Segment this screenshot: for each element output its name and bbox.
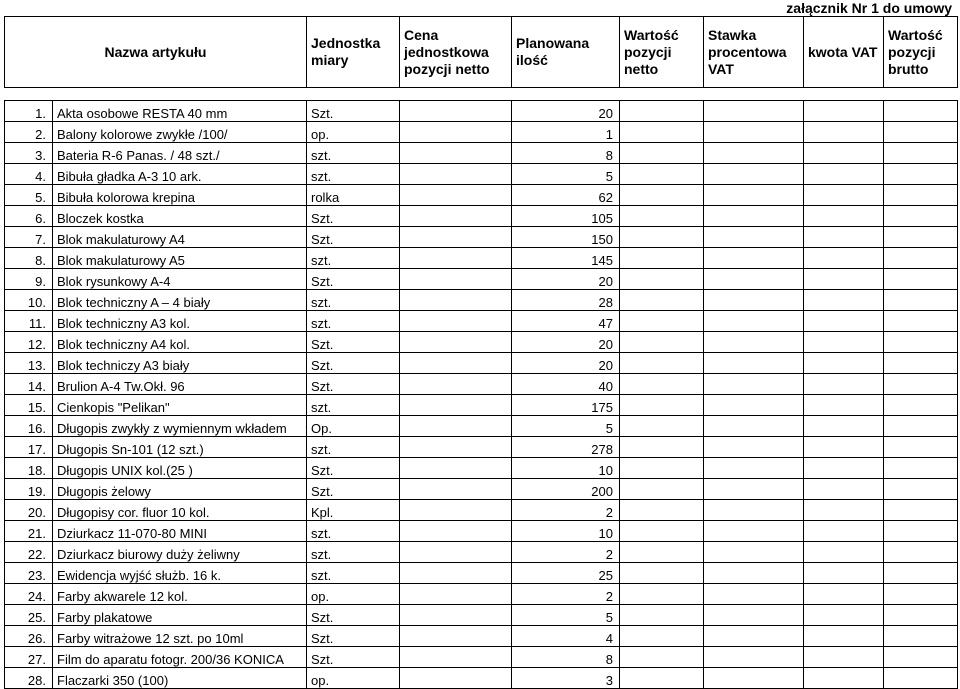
- vat-rate-cell: [704, 206, 804, 227]
- row-number: 26.: [5, 626, 53, 647]
- gross-value-cell: [884, 101, 958, 122]
- net-value-cell: [620, 269, 704, 290]
- vat-amount-cell: [804, 668, 884, 689]
- net-value-cell: [620, 584, 704, 605]
- table-row: [5, 248, 958, 269]
- item-unit: szt.: [307, 164, 400, 185]
- item-unit: Szt.: [307, 605, 400, 626]
- item-qty: 200: [512, 479, 620, 500]
- net-value-cell: [620, 143, 704, 164]
- net-value-cell: [620, 437, 704, 458]
- unit-price-cell: [400, 584, 512, 605]
- vat-rate-cell: [704, 395, 804, 416]
- vat-rate-cell: [704, 479, 804, 500]
- vat-rate-cell: [704, 605, 804, 626]
- vat-amount-cell: [804, 248, 884, 269]
- row-number: 2.: [5, 122, 53, 143]
- gross-value-cell: [884, 332, 958, 353]
- item-name: Cienkopis "Pelikan": [53, 395, 307, 416]
- vat-rate-cell: [704, 647, 804, 668]
- unit-price-cell: [400, 416, 512, 437]
- net-value-cell: [620, 458, 704, 479]
- table-row: [5, 353, 958, 374]
- gross-value-cell: [884, 143, 958, 164]
- item-unit: Op.: [307, 416, 400, 437]
- vat-rate-cell: [704, 416, 804, 437]
- vat-amount-cell: [804, 626, 884, 647]
- net-value-cell: [620, 227, 704, 248]
- item-qty: 5: [512, 164, 620, 185]
- gross-value-cell: [884, 416, 958, 437]
- gross-value-cell: [884, 311, 958, 332]
- net-value-cell: [620, 521, 704, 542]
- item-unit: Szt.: [307, 458, 400, 479]
- item-unit: szt.: [307, 563, 400, 584]
- vat-rate-cell: [704, 290, 804, 311]
- row-number: 10.: [5, 290, 53, 311]
- item-unit: Szt.: [307, 269, 400, 290]
- vat-amount-cell: [804, 416, 884, 437]
- item-name: Długopis UNIX kol.(25 ): [53, 458, 307, 479]
- item-unit: szt.: [307, 290, 400, 311]
- item-qty: 8: [512, 143, 620, 164]
- item-name: Farby witrażowe 12 szt. po 10ml: [53, 626, 307, 647]
- vat-amount-cell: [804, 500, 884, 521]
- item-name: Bibuła kolorowa krepina: [53, 185, 307, 206]
- gross-value-cell: [884, 122, 958, 143]
- vat-amount-cell: [804, 605, 884, 626]
- net-value-cell: [620, 248, 704, 269]
- row-number: 4.: [5, 164, 53, 185]
- vat-amount-cell: [804, 269, 884, 290]
- appendix-label: załącznik Nr 1 do umowy: [786, 0, 952, 16]
- item-qty: 20: [512, 353, 620, 374]
- item-unit: Kpl.: [307, 500, 400, 521]
- item-name: Blok rysunkowy A-4: [53, 269, 307, 290]
- header-unit: Jednostka miary: [307, 17, 400, 88]
- unit-price-cell: [400, 332, 512, 353]
- table-row: [5, 668, 958, 689]
- row-number: 8.: [5, 248, 53, 269]
- vat-rate-cell: [704, 668, 804, 689]
- table-row: [5, 605, 958, 626]
- item-qty: 10: [512, 458, 620, 479]
- header-row: [5, 17, 958, 88]
- unit-price-cell: [400, 605, 512, 626]
- item-name: Akta osobowe RESTA 40 mm: [53, 101, 307, 122]
- table-row: [5, 584, 958, 605]
- net-value-cell: [620, 164, 704, 185]
- item-name: Bloczek kostka: [53, 206, 307, 227]
- item-qty: 3: [512, 668, 620, 689]
- item-unit: Szt.: [307, 374, 400, 395]
- vat-rate-cell: [704, 563, 804, 584]
- net-value-cell: [620, 542, 704, 563]
- unit-price-cell: [400, 269, 512, 290]
- item-qty: 25: [512, 563, 620, 584]
- table-row: [5, 479, 958, 500]
- gross-value-cell: [884, 626, 958, 647]
- header-net: Wartość pozycji netto: [620, 17, 704, 88]
- table-row: [5, 458, 958, 479]
- gross-value-cell: [884, 248, 958, 269]
- vat-amount-cell: [804, 395, 884, 416]
- header-unit-price: Cena jednostkowa pozycji netto: [400, 17, 512, 88]
- item-unit: Szt.: [307, 626, 400, 647]
- table-row: [5, 500, 958, 521]
- unit-price-cell: [400, 101, 512, 122]
- header-vat: kwota VAT: [804, 17, 884, 88]
- item-unit: op.: [307, 668, 400, 689]
- vat-rate-cell: [704, 143, 804, 164]
- vat-amount-cell: [804, 290, 884, 311]
- gross-value-cell: [884, 227, 958, 248]
- gross-value-cell: [884, 647, 958, 668]
- row-number: 3.: [5, 143, 53, 164]
- vat-rate-cell: [704, 584, 804, 605]
- gross-value-cell: [884, 500, 958, 521]
- vat-amount-cell: [804, 332, 884, 353]
- item-qty: 28: [512, 290, 620, 311]
- item-unit: Szt.: [307, 353, 400, 374]
- item-name: Długopis żelowy: [53, 479, 307, 500]
- row-number: 14.: [5, 374, 53, 395]
- net-value-cell: [620, 311, 704, 332]
- item-name: Balony kolorowe zwykłe /100/: [53, 122, 307, 143]
- vat-amount-cell: [804, 101, 884, 122]
- item-unit: Szt.: [307, 332, 400, 353]
- item-name: Farby plakatowe: [53, 605, 307, 626]
- unit-price-cell: [400, 206, 512, 227]
- vat-rate-cell: [704, 521, 804, 542]
- row-number: 5.: [5, 185, 53, 206]
- item-unit: szt.: [307, 395, 400, 416]
- gross-value-cell: [884, 353, 958, 374]
- row-number: 18.: [5, 458, 53, 479]
- vat-rate-cell: [704, 164, 804, 185]
- net-value-cell: [620, 668, 704, 689]
- table-row: [5, 269, 958, 290]
- item-name: Blok techniczny A – 4 biały: [53, 290, 307, 311]
- table-row: [5, 563, 958, 584]
- net-value-cell: [620, 479, 704, 500]
- vat-rate-cell: [704, 332, 804, 353]
- gross-value-cell: [884, 269, 958, 290]
- vat-rate-cell: [704, 353, 804, 374]
- item-name: Film do aparatu fotogr. 200/36 KONICA: [53, 647, 307, 668]
- net-value-cell: [620, 626, 704, 647]
- item-name: Dziurkacz 11-070-80 MINI: [53, 521, 307, 542]
- table-row: [5, 185, 958, 206]
- table-row: [5, 647, 958, 668]
- gross-value-cell: [884, 206, 958, 227]
- item-name: Blok makulaturowy A5: [53, 248, 307, 269]
- item-qty: 10: [512, 521, 620, 542]
- item-qty: 150: [512, 227, 620, 248]
- row-number: 9.: [5, 269, 53, 290]
- gross-value-cell: [884, 290, 958, 311]
- item-unit: Szt.: [307, 227, 400, 248]
- row-number: 15.: [5, 395, 53, 416]
- unit-price-cell: [400, 248, 512, 269]
- item-unit: Szt.: [307, 479, 400, 500]
- item-qty: 20: [512, 269, 620, 290]
- unit-price-cell: [400, 290, 512, 311]
- item-name: Bateria R-6 Panas. / 48 szt./: [53, 143, 307, 164]
- row-number: 1.: [5, 101, 53, 122]
- table-row: [5, 626, 958, 647]
- vat-rate-cell: [704, 500, 804, 521]
- item-name: Dziurkacz biurowy duży żeliwny: [53, 542, 307, 563]
- vat-rate-cell: [704, 248, 804, 269]
- item-qty: 278: [512, 437, 620, 458]
- row-number: 23.: [5, 563, 53, 584]
- item-qty: 145: [512, 248, 620, 269]
- vat-rate-cell: [704, 227, 804, 248]
- unit-price-cell: [400, 542, 512, 563]
- item-name: Długopis zwykły z wymiennym wkładem: [53, 416, 307, 437]
- vat-rate-cell: [704, 374, 804, 395]
- row-number: 11.: [5, 311, 53, 332]
- gross-value-cell: [884, 584, 958, 605]
- vat-amount-cell: [804, 437, 884, 458]
- spacer-row: [5, 88, 958, 101]
- item-unit: op.: [307, 122, 400, 143]
- table-row: [5, 122, 958, 143]
- row-number: 28.: [5, 668, 53, 689]
- table-row: [5, 395, 958, 416]
- table-row: [5, 227, 958, 248]
- item-name: Brulion A-4 Tw.Okł. 96: [53, 374, 307, 395]
- gross-value-cell: [884, 458, 958, 479]
- row-number: 24.: [5, 584, 53, 605]
- table-row: [5, 332, 958, 353]
- header-name: Nazwa artykułu: [5, 17, 307, 88]
- header-gross: Wartość pozycji brutto: [884, 17, 958, 88]
- item-qty: 2: [512, 584, 620, 605]
- gross-value-cell: [884, 563, 958, 584]
- net-value-cell: [620, 416, 704, 437]
- table-row: [5, 290, 958, 311]
- item-name: Ewidencja wyjść służb. 16 k.: [53, 563, 307, 584]
- item-qty: 1: [512, 122, 620, 143]
- row-number: 7.: [5, 227, 53, 248]
- table-row: [5, 164, 958, 185]
- item-unit: szt.: [307, 437, 400, 458]
- item-name: Farby akwarele 12 kol.: [53, 584, 307, 605]
- net-value-cell: [620, 206, 704, 227]
- row-number: 12.: [5, 332, 53, 353]
- gross-value-cell: [884, 479, 958, 500]
- item-name: Blok techniczny A4 kol.: [53, 332, 307, 353]
- unit-price-cell: [400, 668, 512, 689]
- item-qty: 40: [512, 374, 620, 395]
- unit-price-cell: [400, 479, 512, 500]
- unit-price-cell: [400, 458, 512, 479]
- vat-amount-cell: [804, 164, 884, 185]
- item-unit: szt.: [307, 542, 400, 563]
- net-value-cell: [620, 395, 704, 416]
- item-unit: szt.: [307, 311, 400, 332]
- item-qty: 2: [512, 500, 620, 521]
- unit-price-cell: [400, 437, 512, 458]
- vat-rate-cell: [704, 458, 804, 479]
- table-row: [5, 521, 958, 542]
- row-number: 16.: [5, 416, 53, 437]
- unit-price-cell: [400, 374, 512, 395]
- vat-amount-cell: [804, 542, 884, 563]
- net-value-cell: [620, 332, 704, 353]
- unit-price-cell: [400, 227, 512, 248]
- table-row: [5, 542, 958, 563]
- item-name: Blok techniczy A3 biały: [53, 353, 307, 374]
- vat-amount-cell: [804, 143, 884, 164]
- vat-amount-cell: [804, 353, 884, 374]
- row-number: 6.: [5, 206, 53, 227]
- vat-amount-cell: [804, 206, 884, 227]
- item-name: Flaczarki 350 (100): [53, 668, 307, 689]
- unit-price-cell: [400, 353, 512, 374]
- vat-rate-cell: [704, 185, 804, 206]
- vat-amount-cell: [804, 374, 884, 395]
- net-value-cell: [620, 563, 704, 584]
- item-unit: szt.: [307, 248, 400, 269]
- gross-value-cell: [884, 542, 958, 563]
- net-value-cell: [620, 101, 704, 122]
- vat-amount-cell: [804, 227, 884, 248]
- item-unit: Szt.: [307, 206, 400, 227]
- gross-value-cell: [884, 437, 958, 458]
- row-number: 13.: [5, 353, 53, 374]
- item-qty: 8: [512, 647, 620, 668]
- row-number: 20.: [5, 500, 53, 521]
- gross-value-cell: [884, 668, 958, 689]
- net-value-cell: [620, 122, 704, 143]
- vat-amount-cell: [804, 458, 884, 479]
- table-body: [5, 88, 958, 689]
- vat-rate-cell: [704, 542, 804, 563]
- vat-amount-cell: [804, 479, 884, 500]
- vat-rate-cell: [704, 311, 804, 332]
- item-name: Długopisy cor. fluor 10 kol.: [53, 500, 307, 521]
- vat-amount-cell: [804, 185, 884, 206]
- item-qty: 5: [512, 605, 620, 626]
- item-qty: 175: [512, 395, 620, 416]
- item-unit: Szt.: [307, 647, 400, 668]
- vat-rate-cell: [704, 437, 804, 458]
- gross-value-cell: [884, 164, 958, 185]
- table-row: [5, 101, 958, 122]
- table-row: [5, 206, 958, 227]
- vat-rate-cell: [704, 101, 804, 122]
- item-unit: szt.: [307, 521, 400, 542]
- vat-rate-cell: [704, 269, 804, 290]
- row-number: 25.: [5, 605, 53, 626]
- vat-amount-cell: [804, 122, 884, 143]
- item-qty: 20: [512, 332, 620, 353]
- row-number: 27.: [5, 647, 53, 668]
- unit-price-cell: [400, 185, 512, 206]
- unit-price-cell: [400, 143, 512, 164]
- net-value-cell: [620, 353, 704, 374]
- unit-price-cell: [400, 626, 512, 647]
- item-unit: op.: [307, 584, 400, 605]
- price-table: [4, 16, 958, 689]
- net-value-cell: [620, 374, 704, 395]
- row-number: 19.: [5, 479, 53, 500]
- vat-amount-cell: [804, 584, 884, 605]
- unit-price-cell: [400, 164, 512, 185]
- item-name: Bibuła gładka A-3 10 ark.: [53, 164, 307, 185]
- net-value-cell: [620, 605, 704, 626]
- item-unit: szt.: [307, 143, 400, 164]
- table-row: [5, 374, 958, 395]
- gross-value-cell: [884, 185, 958, 206]
- item-qty: 62: [512, 185, 620, 206]
- vat-amount-cell: [804, 311, 884, 332]
- item-name: Blok makulaturowy A4: [53, 227, 307, 248]
- table-row: [5, 311, 958, 332]
- net-value-cell: [620, 500, 704, 521]
- net-value-cell: [620, 647, 704, 668]
- unit-price-cell: [400, 122, 512, 143]
- item-qty: 20: [512, 101, 620, 122]
- item-unit: Szt.: [307, 101, 400, 122]
- item-name: Długopis Sn-101 (12 szt.): [53, 437, 307, 458]
- item-qty: 105: [512, 206, 620, 227]
- item-qty: 47: [512, 311, 620, 332]
- item-name: Blok techniczny A3 kol.: [53, 311, 307, 332]
- vat-amount-cell: [804, 521, 884, 542]
- vat-rate-cell: [704, 626, 804, 647]
- unit-price-cell: [400, 647, 512, 668]
- unit-price-cell: [400, 521, 512, 542]
- header-qty: Planowana ilość: [512, 17, 620, 88]
- gross-value-cell: [884, 395, 958, 416]
- item-unit: rolka: [307, 185, 400, 206]
- gross-value-cell: [884, 521, 958, 542]
- unit-price-cell: [400, 311, 512, 332]
- table-row: [5, 143, 958, 164]
- item-qty: 5: [512, 416, 620, 437]
- item-qty: 2: [512, 542, 620, 563]
- unit-price-cell: [400, 500, 512, 521]
- vat-amount-cell: [804, 563, 884, 584]
- row-number: 22.: [5, 542, 53, 563]
- vat-rate-cell: [704, 122, 804, 143]
- net-value-cell: [620, 185, 704, 206]
- net-value-cell: [620, 290, 704, 311]
- item-qty: 4: [512, 626, 620, 647]
- table-row: [5, 437, 958, 458]
- vat-amount-cell: [804, 647, 884, 668]
- gross-value-cell: [884, 374, 958, 395]
- unit-price-cell: [400, 563, 512, 584]
- header-vat-rate: Stawka procentowa VAT: [704, 17, 804, 88]
- row-number: 17.: [5, 437, 53, 458]
- row-number: 21.: [5, 521, 53, 542]
- table-row: [5, 416, 958, 437]
- gross-value-cell: [884, 605, 958, 626]
- unit-price-cell: [400, 395, 512, 416]
